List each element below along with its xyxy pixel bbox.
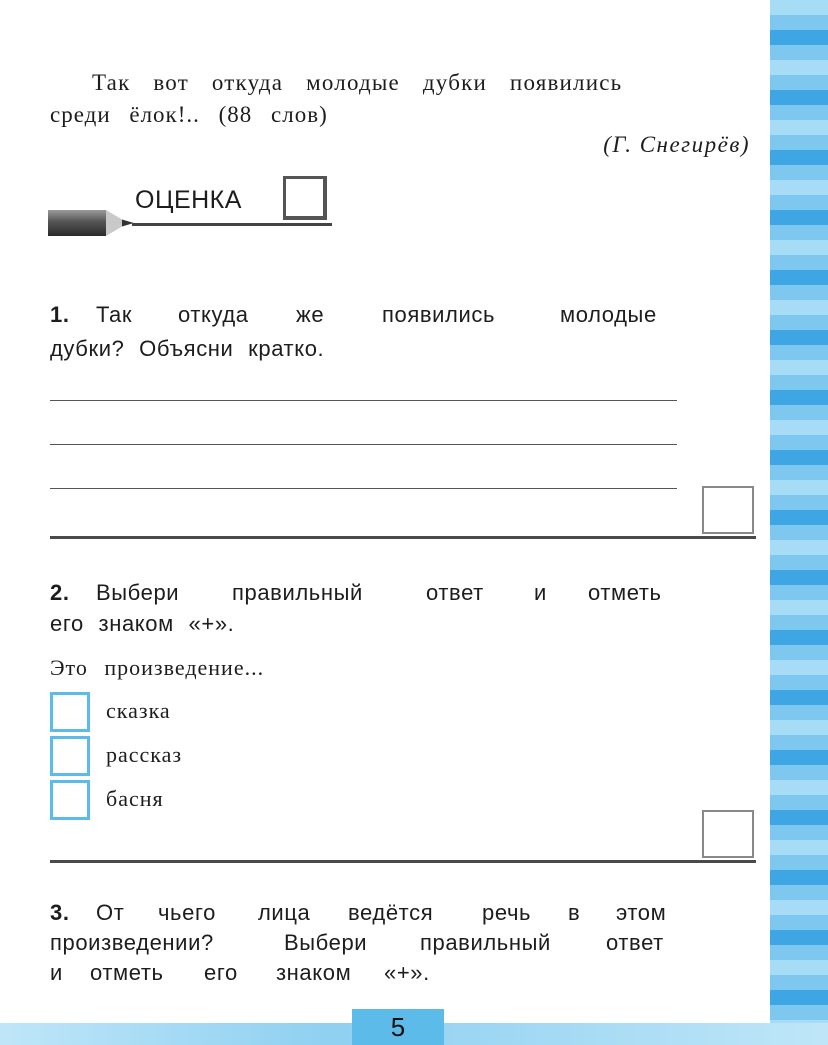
question-word: же (296, 302, 325, 327)
question-number: 2. (50, 580, 70, 605)
question-2-prompt: Это произведение... (50, 655, 265, 680)
question-word: ответ (426, 580, 484, 605)
question-1-text-line-2: дубки? Объясни кратко. (50, 336, 325, 361)
option-checkbox[interactable] (50, 692, 90, 732)
option-label: рассказ (106, 742, 183, 767)
question-word: знаком (276, 960, 352, 985)
score-box[interactable] (702, 486, 754, 534)
section-divider (50, 860, 756, 863)
question-word: отметь (90, 960, 164, 985)
option-checkbox[interactable] (50, 780, 90, 820)
question-word: ответ (606, 930, 664, 955)
answer-line[interactable] (50, 444, 677, 445)
question-word: От (96, 900, 125, 925)
question-word: правильный (232, 580, 363, 605)
question-word: чьего (158, 900, 216, 925)
question-word: произведении? (50, 930, 214, 955)
option-label: сказка (106, 698, 171, 723)
option-label: басня (106, 786, 164, 811)
story-text-line: Так вот откуда молодые дубки появились (92, 70, 623, 95)
question-word: речь (482, 900, 532, 925)
question-2-text-line-2: его знаком «+». (50, 611, 235, 636)
grade-label: ОЦЕНКА (135, 186, 242, 214)
page-number: 5 (352, 1009, 444, 1045)
story-author: (Г. Снегирёв) (603, 132, 750, 157)
question-word: этом (616, 900, 667, 925)
question-word: отметь (588, 580, 662, 605)
question-word: и (50, 960, 63, 985)
option-checkbox[interactable] (50, 736, 90, 776)
question-word: ведётся (348, 900, 434, 925)
question-word: Выбери (284, 930, 368, 955)
question-number: 1. (50, 302, 70, 327)
grade-underline (132, 223, 332, 226)
score-box[interactable] (702, 810, 754, 858)
question-number: 3. (50, 900, 70, 925)
question-word: лица (258, 900, 311, 925)
story-text-line: среди ёлок!.. (88 слов) (50, 102, 328, 127)
question-word: Выбери (96, 580, 180, 605)
question-word: молодые (560, 302, 657, 327)
answer-line[interactable] (50, 400, 677, 401)
question-word: и (534, 580, 547, 605)
grade-box[interactable] (283, 176, 327, 220)
question-word: Так (96, 302, 133, 327)
question-word: появились (382, 302, 496, 327)
question-word: откуда (178, 302, 249, 327)
question-word: его (204, 960, 238, 985)
decorative-margin-stripe (770, 0, 828, 1045)
question-word: «+». (384, 960, 430, 985)
answer-line[interactable] (50, 488, 677, 489)
pencil-icon (48, 206, 134, 240)
section-divider (50, 536, 756, 539)
question-word: правильный (420, 930, 551, 955)
question-word: в (568, 900, 581, 925)
